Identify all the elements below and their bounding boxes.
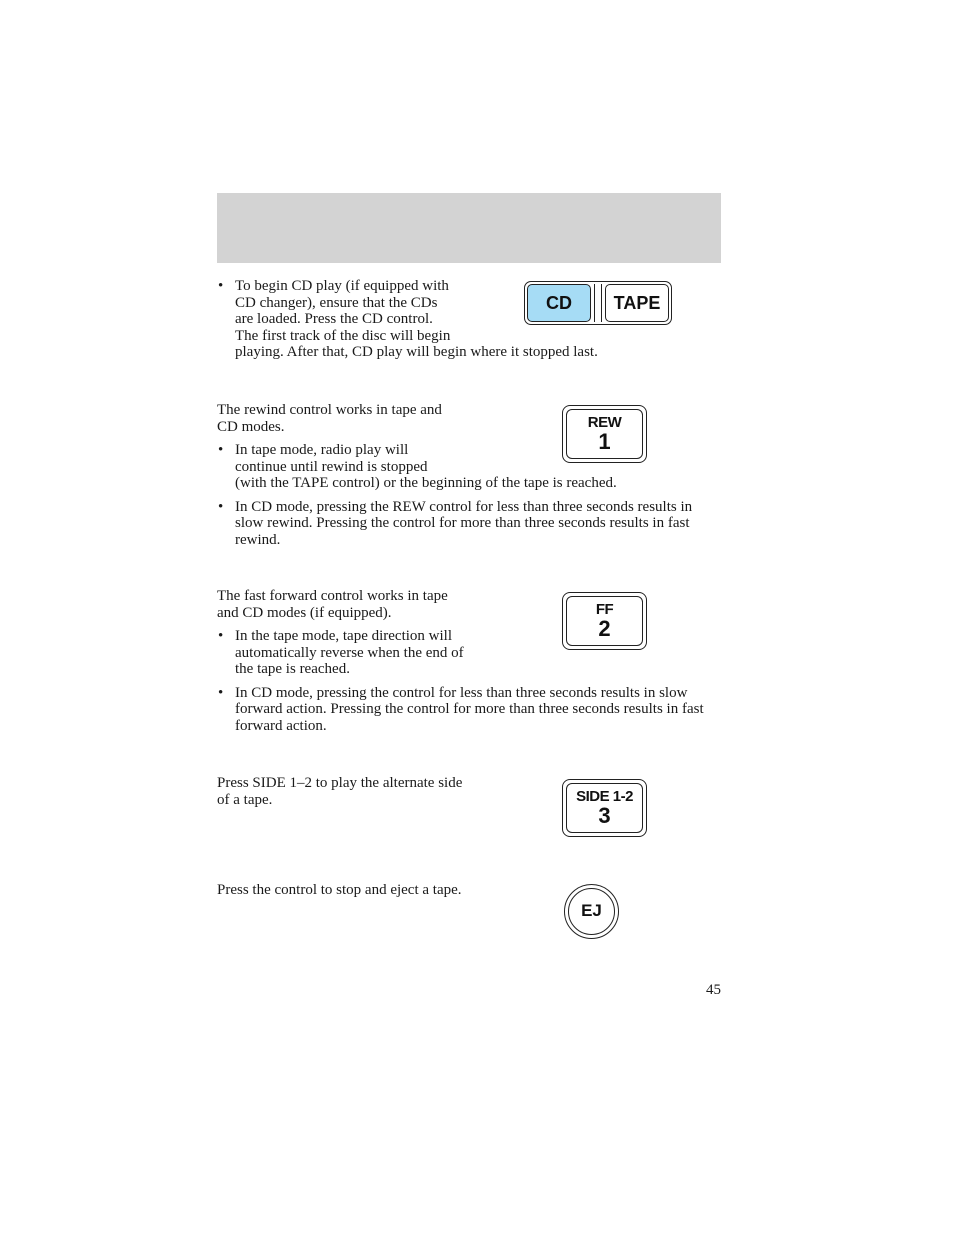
eject-button-label: EJ: [568, 888, 615, 935]
cd-button[interactable]: CD: [527, 284, 591, 322]
side-section: [217, 775, 727, 808]
page-number: 45: [706, 982, 721, 998]
rewind-section: [217, 402, 727, 548]
fastforward-button-number: 2: [598, 616, 611, 641]
header-band: [217, 193, 721, 263]
eject-button[interactable]: [564, 884, 619, 939]
rewind-button-label: REW: [587, 414, 622, 431]
side-intro: Press SIDE 1–2 to play the alternate side of a tape.: [217, 775, 463, 808]
tape-button[interactable]: TAPE: [605, 284, 669, 322]
side-button-face: [566, 783, 643, 833]
fastforward-button-face: [566, 596, 643, 646]
cd-tape-button-group: [524, 281, 672, 325]
fastforward-bullet-cd: • In CD mode, pressing the control for less than three seconds results in slow forward action. Pressing the control for more than three seconds results in fast forward action.: [217, 685, 727, 735]
rewind-button-face: [566, 409, 643, 459]
eject-section: [217, 882, 727, 899]
side-button[interactable]: [562, 779, 647, 837]
rewind-bullet-tape: • In tape mode, radio play will continue until rewind is stopped (with the TAPE control) or the beginning of the tape is reached.: [217, 442, 727, 492]
side-button-number: 3: [598, 803, 611, 828]
rewind-button[interactable]: [562, 405, 647, 463]
fastforward-button[interactable]: [562, 592, 647, 650]
rewind-button-number: 1: [598, 429, 611, 454]
rewind-bullet-cd: • In CD mode, pressing the REW control for less than three seconds results in slow rewind. Pressing the control for more than three seconds results in fast rewind.: [217, 499, 727, 549]
rewind-intro: The rewind control works in tape and CD modes.: [217, 402, 442, 435]
fastforward-bullet-tape: • In the tape mode, tape direction will automatically reverse when the end of the tape is reached.: [217, 628, 465, 678]
side-button-label: SIDE 1-2: [576, 788, 633, 805]
fastforward-button-label: FF: [595, 601, 614, 618]
fastforward-section: [217, 588, 727, 734]
fastforward-intro: The fast forward control works in tape and CD modes (if equipped).: [217, 588, 448, 621]
cd-bullet: • To begin CD play (if equipped with CD changer), ensure that the CDs are loaded. Press the CD control. The first track of the disc will begin playing. After that, CD play will begin where it stopped last.: [217, 278, 727, 361]
button-divider: [594, 284, 602, 322]
eject-intro: Press the control to stop and eject a tape.: [217, 882, 462, 898]
